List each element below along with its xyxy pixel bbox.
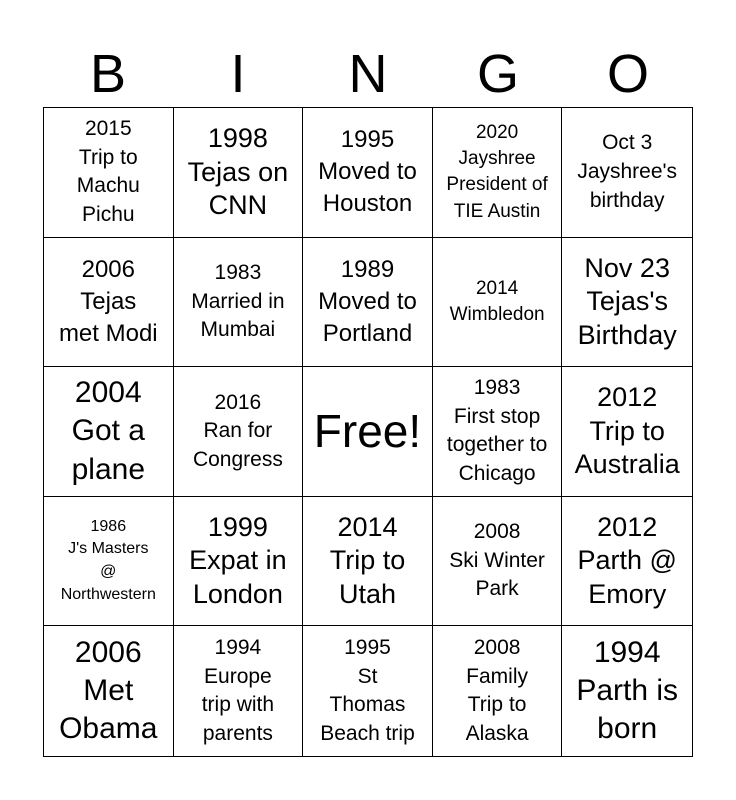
cell-text: 1998 Tejas on CNN — [187, 123, 289, 221]
bingo-cell-r1-c2[interactable] — [174, 108, 304, 238]
cell-text: Nov 23 Tejas's Birthday — [577, 252, 677, 350]
cell-text: 2004 Got a plane — [71, 375, 145, 486]
header-letter-g: G — [476, 44, 519, 104]
bingo-cell-free[interactable] — [303, 367, 433, 497]
bingo-cell-r1-c4[interactable] — [433, 108, 563, 238]
cell-text: 2006 Met Obama — [59, 635, 158, 746]
bingo-cell-r4-c5[interactable] — [562, 497, 692, 627]
cell-text: 1994 Europe trip with parents — [201, 636, 275, 745]
header-letter-n: N — [348, 44, 388, 104]
bingo-cell-r5-c2[interactable] — [174, 626, 304, 756]
cell-text: 2020 Jayshree President of TIE Austin — [446, 121, 548, 222]
bingo-cell-r3-c5[interactable] — [562, 367, 692, 497]
bingo-cell-r4-c4[interactable] — [433, 497, 563, 627]
cell-text: 2016 Ran for Congress — [192, 390, 283, 471]
bingo-cell-r1-c5[interactable] — [562, 108, 692, 238]
cell-text: 2012 Parth @ Emory — [577, 511, 677, 609]
cell-text: 1983 First stop together to Chicago — [446, 376, 548, 486]
bingo-cell-r3-c4[interactable] — [433, 367, 563, 497]
free-space-text: Free! — [313, 405, 422, 458]
bingo-cell-r1-c1[interactable] — [44, 108, 174, 238]
bingo-grid — [43, 107, 693, 757]
cell-text: 1999 Expat in London — [189, 511, 287, 609]
cell-text: 1986 J's Masters @ Northwestern — [60, 517, 156, 603]
bingo-cell-r5-c4[interactable] — [433, 626, 563, 756]
cell-text: 2014 Trip to Utah — [329, 511, 406, 609]
cell-text: 2012 Trip to Australia — [574, 382, 680, 480]
bingo-cell-r4-c2[interactable] — [174, 497, 304, 627]
cell-text: 2008 Family Trip to Alaska — [465, 636, 529, 745]
header-letter-i: I — [230, 44, 246, 104]
bingo-cell-r3-c2[interactable] — [174, 367, 304, 497]
cell-text: 2015 Trip to Machu Pichu — [76, 117, 140, 226]
bingo-cell-r5-c1[interactable] — [44, 626, 174, 756]
bingo-cell-r2-c5[interactable] — [562, 238, 692, 368]
cell-text: Oct 3 Jayshree's birthday — [577, 131, 678, 212]
cell-text: 1989 Moved to Portland — [318, 255, 417, 347]
cell-text: 1983 Married in Mumbai — [191, 261, 285, 342]
cell-text: 1995 Moved to Houston — [318, 126, 417, 218]
bingo-cell-r2-c2[interactable] — [174, 238, 304, 368]
bingo-cell-r5-c5[interactable] — [562, 626, 692, 756]
header-letter-o: O — [606, 44, 649, 104]
bingo-cell-r2-c3[interactable] — [303, 238, 433, 368]
header-letter-b: B — [89, 44, 127, 104]
bingo-cell-r1-c3[interactable] — [303, 108, 433, 238]
cell-text: 1995 St Thomas Beach trip — [320, 636, 415, 745]
bingo-cell-r2-c1[interactable] — [44, 238, 174, 368]
bingo-cell-r4-c1[interactable] — [44, 497, 174, 627]
bingo-cell-r5-c3[interactable] — [303, 626, 433, 756]
cell-text: 1994 Parth is born — [576, 635, 679, 746]
cell-text: 2006 Tejas met Modi — [58, 255, 158, 347]
cell-text: 2014 Wimbledon — [449, 277, 545, 325]
bingo-cell-r2-c4[interactable] — [433, 238, 563, 368]
bingo-cell-r3-c1[interactable] — [44, 367, 174, 497]
bingo-cell-r4-c3[interactable] — [303, 497, 433, 627]
cell-text: 2008 Ski Winter Park — [449, 520, 545, 601]
bingo-header — [43, 44, 693, 104]
